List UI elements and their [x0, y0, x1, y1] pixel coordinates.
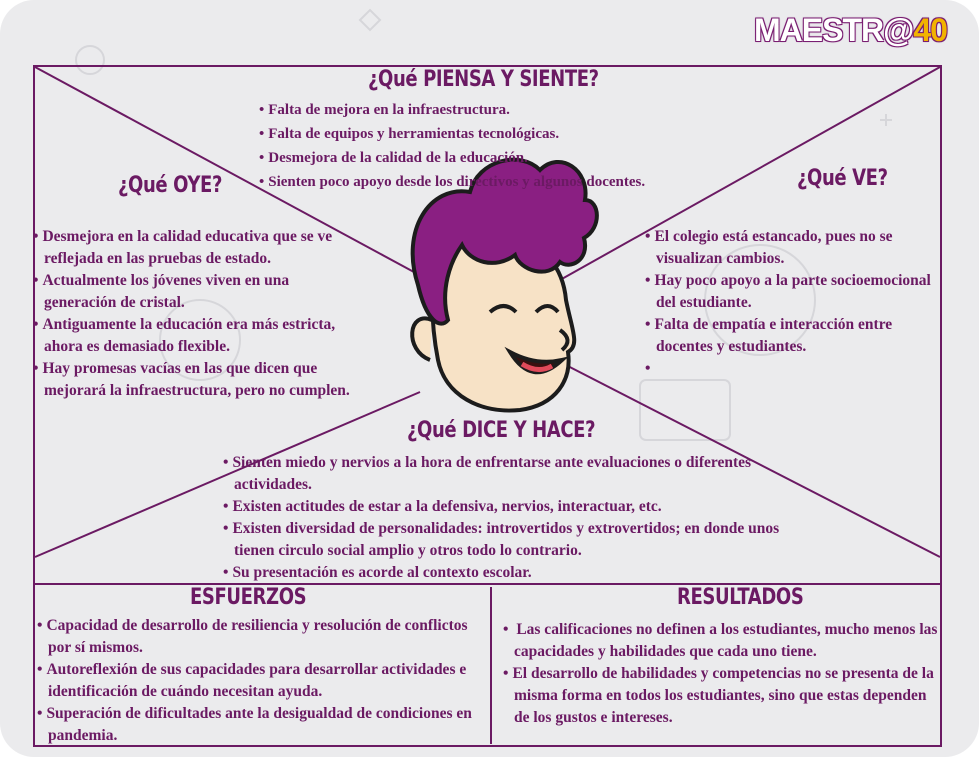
list-item: • Existen diversidad de personalidades: introvertidos y extrovertidos; en donde unos tienen circulo social amplio y otros todo lo contrario. [222, 518, 782, 562]
resultados-title: RESULTADOS [677, 585, 804, 610]
list-item [644, 358, 934, 380]
esfuerzos-list [36, 615, 484, 747]
divider-vertical [490, 587, 492, 744]
list-item: • Capacidad de desarrollo de resiliencia y resolución de conflictos por sí mismos. [36, 615, 484, 659]
resultados-list [502, 619, 942, 729]
list-item: • Existen actitudes de estar a la defensiva, nervios, interactuar, etc. [222, 496, 782, 518]
list-item: • Las calificaciones no definen a los estudiantes, mucho menos las capacidades y habilidades que cada uno tiene. [502, 619, 942, 663]
dice-hace-title: ¿Qué DICE Y HACE? [407, 418, 596, 443]
ve-title: ¿Qué VE? [797, 166, 888, 191]
piensa-siente-list [258, 98, 738, 194]
ve-list [644, 226, 934, 380]
esfuerzos-title: ESFUERZOS [190, 585, 307, 610]
list-item: • Hay poco apoyo a la parte socioemocional del estudiante. [644, 270, 934, 314]
list-item: • Actualmente los jóvenes viven en una generación de cristal. [32, 270, 350, 314]
list-item: • Hay promesas vacías en las que dicen que mejorará la infraestructura, pero no cumplen. [32, 358, 350, 402]
piensa-siente-title: ¿Qué PIENSA Y SIENTE? [368, 67, 599, 92]
list-item: • Desmejora de la calidad de la educación. [258, 146, 738, 170]
oye-title: ¿Qué OYE? [118, 173, 223, 198]
list-item: • Superación de dificultades ante la desigualdad de condiciones en pandemia. [36, 703, 484, 747]
list-item: • Desmejora en la calidad educativa que se ve reflejada en las pruebas de estado. [32, 226, 350, 270]
list-item: • Falta de equipos y herramientas tecnológicas. [258, 122, 738, 146]
list-item: • Falta de mejora en la infraestructura. [258, 98, 738, 122]
list-item: • Sienten miedo y nervios a la hora de enfrentarse ante evaluaciones o diferentes actividades. [222, 452, 782, 496]
dice-hace-list [222, 452, 782, 584]
list-item: • Su presentación es acorde al contexto escolar. [222, 562, 782, 584]
list-item: • Sienten poco apoyo desde los directivos y algunos docentes. [258, 170, 738, 194]
list-item: • Falta de empatía e interacción entre docentes y estudiantes. [644, 314, 934, 358]
list-item: • El colegio está estancado, pues no se visualizan cambios. [644, 226, 934, 270]
divider-horizontal [35, 583, 940, 585]
list-item: • El desarrollo de habilidades y competencias no se presenta de la misma forma en todos los estudiantes, sino que estas dependen de los gustos e intereses. [502, 663, 942, 729]
list-item: • Autoreflexión de sus capacidades para desarrollar actividades e identificación de cuándo necesitan ayuda. [36, 659, 484, 703]
maestro40-logo: MAESTR@40 [754, 12, 947, 48]
oye-list [32, 226, 350, 402]
list-item: • Antiguamente la educación era más estricta, ahora es demasiado flexible. [32, 314, 350, 358]
